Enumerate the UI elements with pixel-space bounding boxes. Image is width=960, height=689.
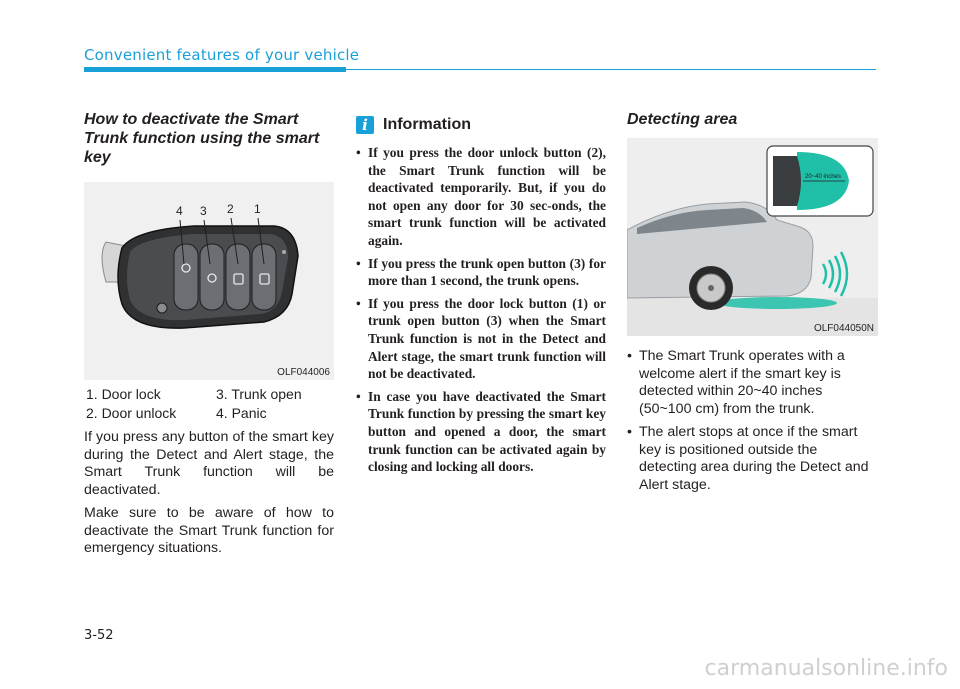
- button-legend: [84, 386, 334, 421]
- info-icon: i: [356, 116, 374, 134]
- information-list: [356, 144, 606, 476]
- list-item: • The Smart Trunk operates with a welcome alert if the smart key is detected within 20~40 inches (50~100 cm) from the trunk.: [627, 348, 878, 418]
- legend-item: 3. Trunk open: [216, 386, 302, 402]
- list-item: • The alert stops at once if the smart key is positioned outside the detecting area during the Detect and Alert stage.: [627, 424, 878, 494]
- legend-item: 4. Panic: [216, 405, 267, 421]
- callout-3: 3: [200, 204, 207, 218]
- watermark: carmanualsonline.info: [704, 656, 948, 681]
- legend-item: 2. Door unlock: [86, 405, 177, 421]
- list-item: • If you press the trunk open button (3) for more than 1 second, the trunk opens.: [356, 255, 606, 290]
- figure-id: OLF044050N: [813, 323, 874, 334]
- paragraph: If you press any button of the smart key during the Detect and Alert stage, the Smart Trunk function will be deactivated.: [84, 429, 334, 498]
- range-label: 20~40 inches: [805, 174, 841, 180]
- callout-4: 4: [176, 204, 183, 218]
- legend-item: 1. Door lock: [86, 386, 161, 402]
- list-item: • If you press the door lock button (1) or trunk open button (3) when the Smart Trunk function is not in the Detect and Alert stage, the smart trunk function will not be deactivated.: [356, 295, 606, 383]
- callout-2: 2: [227, 202, 234, 216]
- left-column: [84, 110, 334, 564]
- list-item: • In case you have deactivated the Smart Trunk function by pressing the smart key button and opened a door, the smart trunk function can be activated again by closing and locking all doors.: [356, 388, 606, 476]
- smart-key-figure: [84, 182, 334, 380]
- right-column: [627, 110, 878, 500]
- callout-1: 1: [254, 202, 261, 216]
- header-rule: [346, 69, 876, 70]
- information-header: [356, 116, 606, 134]
- detecting-area-heading: Detecting area: [627, 111, 738, 128]
- section-title-bar: [84, 67, 346, 72]
- middle-column: [356, 110, 606, 481]
- information-title: Information: [383, 116, 471, 133]
- list-item: • If you press the door unlock button (2), the Smart Trunk function will be deactivated temporarily. But, if you do not open any door for 30 sec-onds, the smart trunk function will be activated again.: [356, 144, 606, 250]
- page-number: 3-52: [84, 628, 114, 643]
- figure-id: OLF044006: [277, 367, 330, 378]
- deactivate-heading: How to deactivate the Smart Trunk function using the smart key: [84, 111, 320, 166]
- smart-key-illustration: [84, 182, 334, 380]
- detecting-area-figure: [627, 138, 878, 336]
- car-detect-illustration: [627, 138, 878, 336]
- paragraph: Make sure to be aware of how to deactivate the Smart Trunk function for emergency situations.: [84, 505, 334, 556]
- detecting-list: [627, 348, 878, 494]
- section-title: Convenient features of your vehicle: [84, 46, 360, 64]
